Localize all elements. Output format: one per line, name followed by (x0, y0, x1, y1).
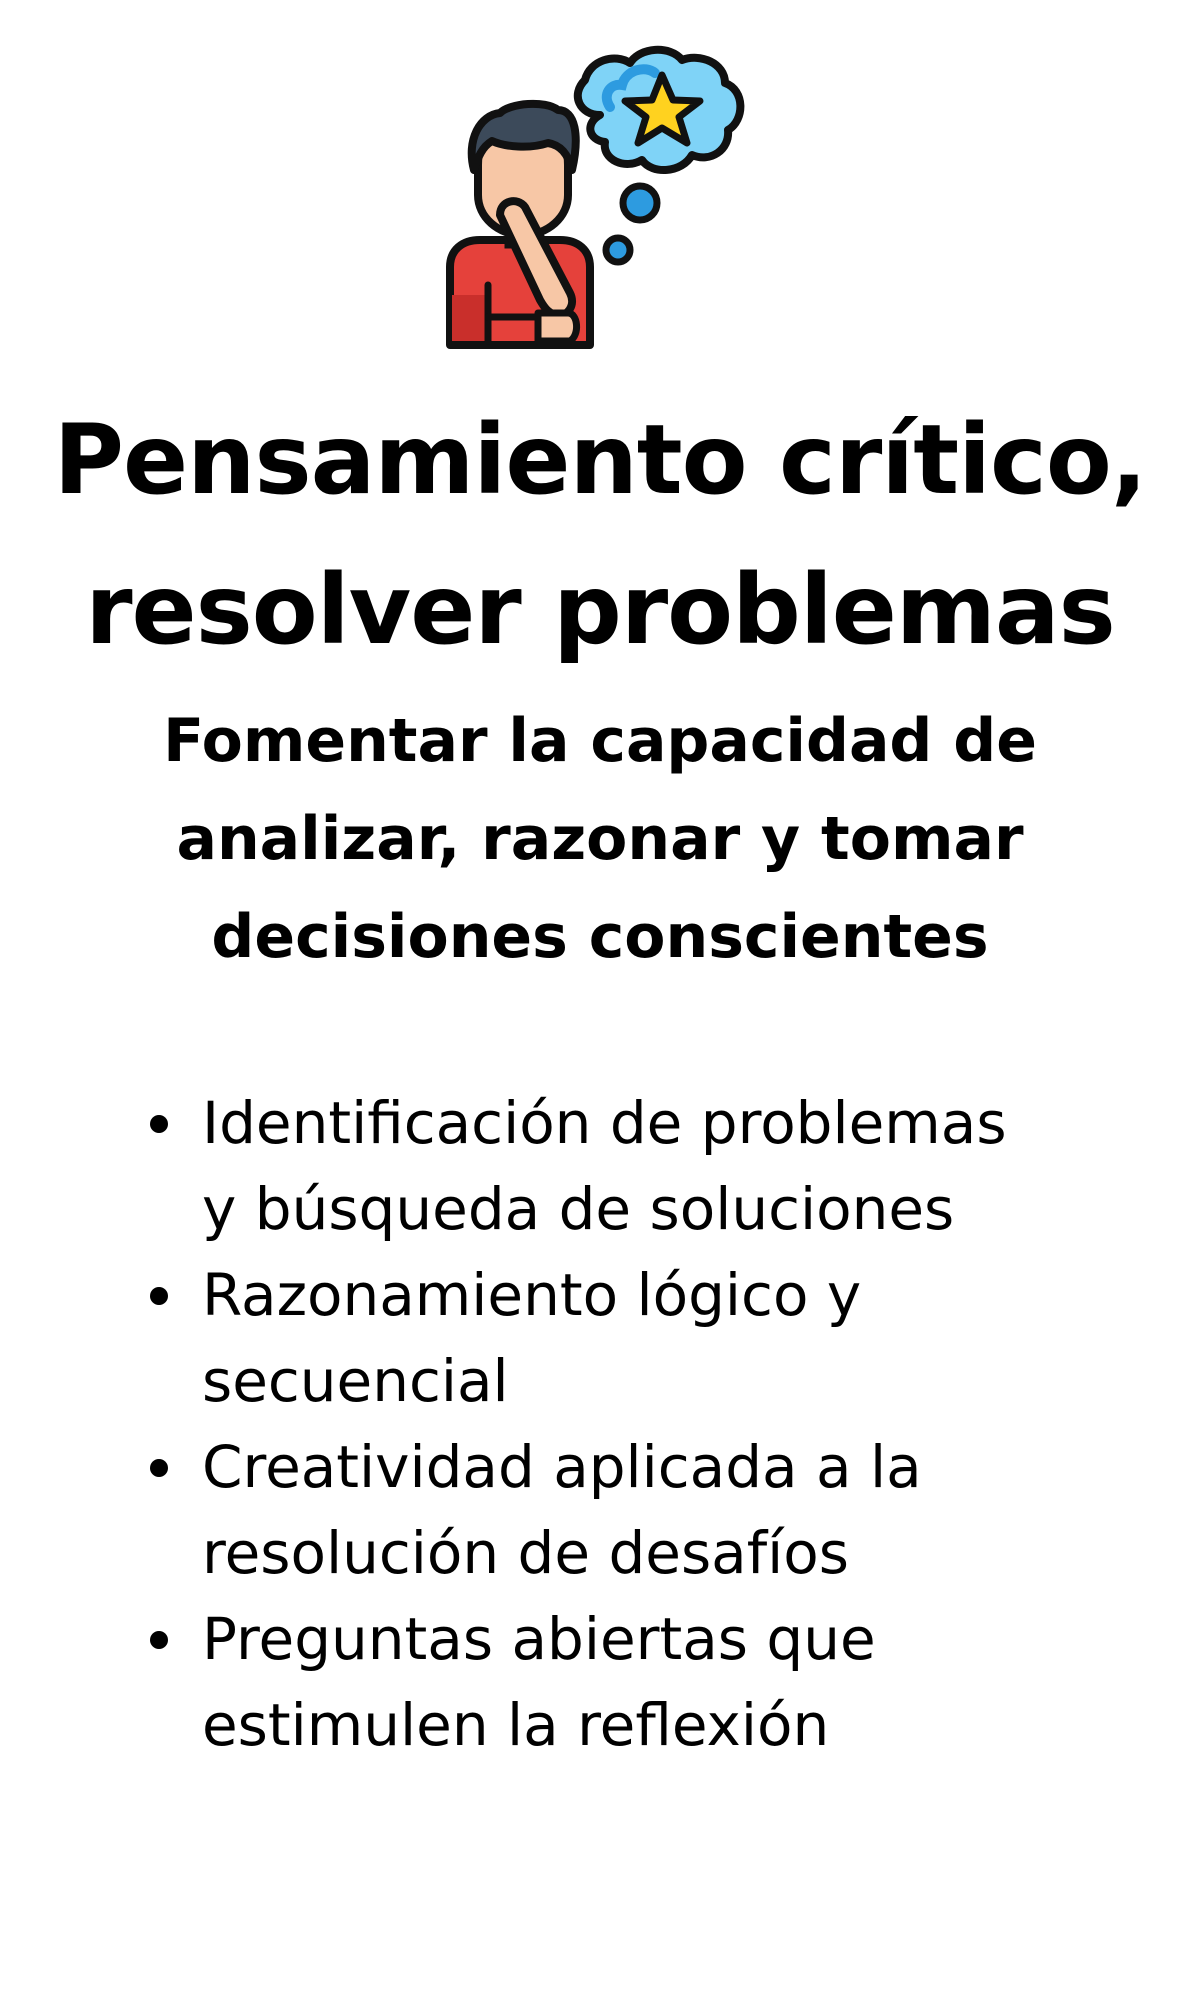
page-title (0, 385, 1200, 685)
bullet-dot-icon (150, 1287, 168, 1305)
list-item-line-1: Razonamiento lógico y (202, 1261, 862, 1329)
list-item-line-2: resolución de desafíos (202, 1519, 849, 1587)
title-line-1: Pensamiento crítico, (53, 404, 1147, 516)
list-item-line-2: secuencial (202, 1347, 509, 1415)
list-item-line-1: Preguntas abiertas que (202, 1605, 876, 1673)
thinking-person-icon (430, 45, 760, 365)
list-item-text (202, 1424, 1140, 1596)
bullet-dot-icon (150, 1631, 168, 1649)
title-line-2: resolver problemas (85, 554, 1115, 666)
thinking-person-illustration (430, 45, 760, 365)
list-item (140, 1080, 1140, 1252)
subtitle-line-3: decisiones conscientes (211, 902, 989, 972)
bullet-list (140, 1080, 1140, 1768)
list-item (140, 1424, 1140, 1596)
list-item (140, 1252, 1140, 1424)
list-item (140, 1596, 1140, 1768)
list-item-line-2: estimulen la reflexión (202, 1691, 830, 1759)
list-item-line-1: Identificación de problemas (202, 1089, 1007, 1157)
page-subtitle (0, 692, 1200, 986)
person-figure (450, 104, 590, 345)
list-item-line-1: Creatividad aplicada a la (202, 1433, 922, 1501)
list-item-line-2: y búsqueda de soluciones (202, 1175, 955, 1243)
list-item-text (202, 1252, 1140, 1424)
list-item-text (202, 1080, 1140, 1252)
subtitle-line-1: Fomentar la capacidad de (163, 706, 1037, 776)
list-item-text (202, 1596, 1140, 1768)
subtitle-line-2: analizar, razonar y tomar (176, 804, 1024, 874)
star-thought-bubble-icon (578, 50, 741, 262)
bullet-dot-icon (150, 1459, 168, 1477)
bullet-dot-icon (150, 1115, 168, 1133)
